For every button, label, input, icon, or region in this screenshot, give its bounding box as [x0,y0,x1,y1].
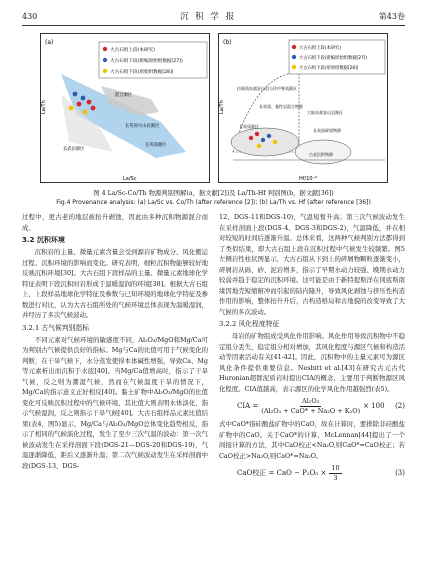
eq3-denominator: 3 [333,474,338,482]
field-label-arc-andesite: 大陆岛弧安山岩源区 [307,110,343,115]
field-felsic-source [231,128,299,156]
field-label-tholeiitic: 拉斑质岛弧安山岩与洋中脊质源区 [237,86,297,91]
page-number: 430 [22,11,38,21]
data-point [77,102,82,107]
equation-3 [219,464,405,483]
data-point [91,106,96,111]
field-label-felsic: 长英质源区 [239,124,259,129]
data-point [249,136,253,140]
legend-text-upper: 大古石组上段(本研究) [299,46,342,51]
eq3-numerator: 10 [331,464,340,472]
section-title: 3.2 沉积环境 [22,236,65,244]
figure-caption-zh: 图 4 La/Sc-Co/Th 物源判别图解(a，据文献[2])及 La/Th-Hf 判别图(b，据文献[36]) [93,190,334,197]
data-point [81,96,86,101]
panel-a-ylabel: La/Th [41,100,47,114]
legend-text-upper: 大古石组上段(本研究) [110,48,155,53]
paragraph: 式中CaO*指硅酸盐矿物中的CaO，故在计算时，要排除非硅酸盐矿物中的CaO。关于CaO*的计算，McLennan[44]提出了一个间接计算的方法，其中CaO校正<Na₂O,则CaO*=CaO校正；若CaO校正>Na₂O,则CaO*=Na₂O。 [219,420,405,460]
legend-text-lower-original: 大古石组下段(原始组数据[28]) [299,66,359,71]
figure-caption-en: Fig.4 Provenance analysis: (a) La/Sc vs. Co/Th (after reference [2]); (b) La/Th vs. Hf (after reference [36]) [56,199,371,206]
figure-4 [40,33,388,183]
data-point [83,110,88,115]
legend-text-lower-compiled: 大古石组下段(新编原始组数据[27]) [299,56,368,61]
legend-marker-lower-compiled [292,55,296,59]
panel-a-label: (a) [45,39,54,46]
panel-b-plot [219,34,389,184]
panel-b-ylabel: La/Th [219,100,225,114]
panel-b-xlabel: Hf/10⁻⁶ [299,176,318,182]
page-header [22,9,405,23]
panel-b [218,33,388,183]
data-point [255,132,259,136]
eq2-numerator: Al₂O₃ [302,397,320,405]
eq2-right: × 100 [363,402,385,411]
field-label-felsic-detritus: 长英质碎屑物源 [313,128,341,133]
field-label-mixed: 混合源区 [115,93,133,98]
subsection-title: 3.2.1 古气候判别指标 [22,323,90,332]
panel-b-label: (b) [223,39,232,46]
legend-text-lower-original: 大古石组下段(原始组数据[28]) [110,70,174,75]
eq3-left: CaO校正 = CaO − P₂O₅ × [237,469,327,478]
field-label-mixed: 长英质、基性岩混合物源 [259,104,303,109]
panel-a [40,33,210,183]
field-label-old-sediment: 古老沉积物源 [309,152,333,157]
eq3-number: (3) [395,469,405,478]
data-point [87,100,92,105]
journal-title: 沉 积 学 报 [179,12,237,22]
data-point [73,92,78,97]
legend-marker-lower-compiled [103,58,107,62]
field-label-felsic: 长英质源区 [145,143,167,148]
data-point [257,144,261,148]
data-point [261,138,265,142]
legend-marker-lower-original [103,69,107,73]
eq3-fraction [329,464,341,483]
intro-paragraph: 过程中，更古老的地层被抬升剥蚀，因此由多种沉积物源混合而成。 [22,213,208,232]
eq2-fraction [261,397,360,416]
field-label-felsic-volcanic: 长英质火山岩源区 [125,124,160,129]
data-point [273,140,277,144]
right-column [219,212,405,486]
equation-2 [219,397,405,416]
paragraph: 12、DGS-11和DGS-10)，气温短暂升高；第三次气候波动发生在采样剖面上段(DGS-4、DGS-3和DGS-2)，气温降低，并在相对较短的时间后逐渐升温。总体来看，这两种气候判别方法都得到了类似结果，即大古石组上段在沉积过程中气候发生较频繁。图5左侧岩性柱状图显示，大古石组从下到上的碎屑物颗粒逐渐变小，碎屑岩从砾、砂、泥岩增多，指示了早期水动力较强、晚期水动力较弱并趋于稳定的沉积环境。这可能是由于新特提斯洋在冈底斯南缘因地壳短缩俯冲而引起的陆内隆升，导致风化剥蚀与挤压性构造作用的影响，整体抬升升后，古构造格局和古地貌的改变导致了大气候的多次波动。 [219,213,405,316]
paragraph: 不同元素对气候环境的敏感度不同，Al₂O₃/MgO和Mg/Ca可为判别古气候提供良好的指标。Mg与Ca的比值可用于气候变化的判断，在干旱气候下，水分蒸发使得本体碱性增强，导致Ca、Mg等元素析出而沉积于水底[40]。当Mg/Ca值增高时，指示了干旱气候，反之则为潮湿气候，然而在气候温度干旱的情况下，Mg/Ca的指示意义正好相反[40]。黏土矿物中Al₂O₃/MgO的比值变化可反映沉积过程中的气候环境，其比值大则表明水体淡化，指示气候湿润，反之则指示干旱气候[40]。大古石组样品元素比值结果(表4，图5)显示，Mg/Ca与Al₂O₃/MgO总体变化趋势相反，指示了相同的气候演化过程，发生了至少三次气温的波动：第一次气候波动发生在采样剖面下段(DGS-21—DGS-20和DGS-19)，气温逐渐降低，距后又逐渐升温；第二次气候波动发生在采样剖面中段(DGS-13、DGS- [22,335,208,470]
legend-marker-lower-original [292,65,296,69]
legend-marker-upper [292,45,296,49]
eq2-denominator: (Al₂O₃ + CaO* + Na₂O + K₂O) [261,407,361,415]
panel-a-xlabel: La/Sc [123,176,137,182]
panel-a-plot [41,34,211,184]
legend-marker-upper [103,47,107,51]
paragraph: 沉积岩的主量、微量元素含量会受到源岩矿物成分、风化搬运过程、沉积环境的影响而变化。研究表明，细粒沉积物能够较好地反映沉积环境[30]。大古石组下段样品的主量、微量元素地球化学特征表明下段沉积时岩形成于温暖湿润的环境[38]。根据大古石组上、上段样品地球化学特征及参数与已知环境的地球化学特征及参数进行对比，认为大古石组所处的气候环境总体表现为温暖湿润，并经历了多次气候波动。 [22,248,208,319]
subsection-title: 3.2.2 风化程度特征 [219,320,280,328]
eq2-number: (2) [395,402,405,411]
data-point [267,134,271,138]
volume-label: 第43卷 [378,11,405,21]
header-rule [22,25,405,26]
left-column [22,212,208,471]
eq2-left: CIA = [237,402,259,411]
legend-text-lower-compiled: 大古石组下段(新编原始组数据[27]) [110,59,183,64]
field-label-basalt: 玄武岩源区 [63,147,85,152]
data-point [69,106,74,111]
paragraph: 母岩的矿物组成受风化作用影响。风化作用导致沉积物中不稳定组分丢失，稳定组分相对增加，其风化程度与源区气候和构造活动等因素活动有关[41-42]。因此，沉积物中的主量元素可为源区风化条件提供重要信息。Nesbitt et al.[43]在研究古元古代Huronian超群泥质岩时提出CIA的概念，主要用于判断物源区风化程度。CIA值越高，表示源区的化学风化作用越强烈(表5)。 [219,332,405,393]
